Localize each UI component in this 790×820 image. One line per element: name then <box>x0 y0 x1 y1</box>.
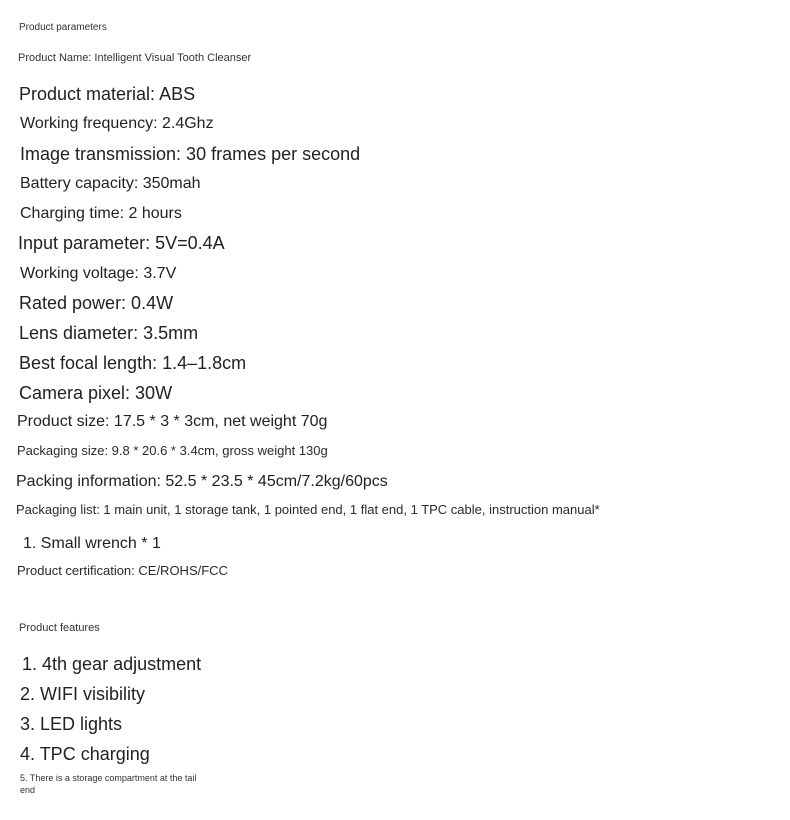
spec-best-focal-length: Best focal length: 1.4–1.8cm <box>19 353 247 373</box>
spec-packaging-list-continued: 1. Small wrench * 1 <box>23 535 161 552</box>
spec-packaging-size: Packaging size: 9.8 * 20.6 * 3.4cm, gross weight 130g <box>17 443 328 458</box>
feature-item-1: 1. 4th gear adjustment <box>22 654 202 674</box>
feature-item-2: 2. WIFI visibility <box>20 684 146 704</box>
spec-packaging-list: Packaging list: 1 main unit, 1 storage tank, 1 pointed end, 1 flat end, 1 TPC cable, instruction manual* <box>16 502 600 517</box>
spec-product-certification: Product certification: CE/ROHS/FCC <box>17 563 228 578</box>
feature-item-4: 4. TPC charging <box>20 744 150 764</box>
spec-packing-information: Packing information: 52.5 * 23.5 * 45cm/7.2kg/60pcs <box>16 473 388 490</box>
parameters-heading: Product parameters <box>19 22 107 33</box>
spec-lens-diameter: Lens diameter: 3.5mm <box>19 323 199 343</box>
spec-charging-time: Charging time: 2 hours <box>20 205 182 222</box>
spec-camera-pixel: Camera pixel: 30W <box>19 383 173 403</box>
spec-product-name: Product Name: Intelligent Visual Tooth Cleanser <box>18 52 252 64</box>
features-heading: Product features <box>19 622 100 634</box>
spec-product-size: Product size: 17.5 * 3 * 3cm, net weight 70g <box>17 413 328 430</box>
spec-input-parameter: Input parameter: 5V=0.4A <box>18 233 225 253</box>
feature-item-5: 5. There is a storage compartment at the tail end <box>20 773 197 795</box>
spec-working-frequency: Working frequency: 2.4Ghz <box>20 115 214 132</box>
spec-working-voltage: Working voltage: 3.7V <box>20 265 177 282</box>
spec-rated-power: Rated power: 0.4W <box>19 293 174 313</box>
feature-item-3: 3. LED lights <box>20 714 123 734</box>
spec-image-transmission: Image transmission: 30 frames per second <box>20 144 361 164</box>
spec-product-material: Product material: ABS <box>19 84 196 104</box>
spec-battery-capacity: Battery capacity: 350mah <box>20 175 201 192</box>
